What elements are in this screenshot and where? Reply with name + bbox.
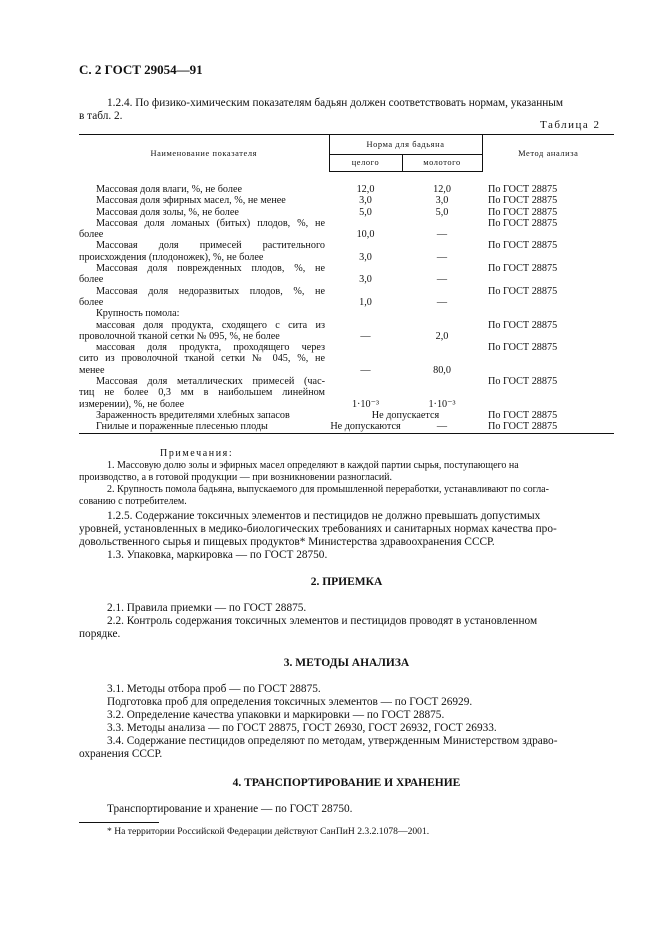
table-row: [79, 218, 614, 241]
indicator-name-line: Массовая доля влаги, %, не более: [96, 184, 242, 195]
paragraph-1-2-4-line-1: 1.2.4. По физико-химическим показателям бадьян должен соответствовать нормам, указанным: [107, 97, 564, 109]
cell-norm-ground: —: [436, 229, 448, 241]
table-row: [79, 342, 614, 376]
paragraph-1-2-4-line-2: в табл. 2.: [79, 110, 123, 122]
paragraph-3-1-b: Подготовка проб для определения токсичных элементов — по ГОСТ 26929.: [107, 696, 473, 708]
note-1-line-1: 1. Массовую долю золы и эфирных масел определяют в каждой партии сырья, поступающего на: [107, 460, 519, 471]
cell-norm-whole: 1·10⁻³: [351, 398, 380, 410]
cell-norm-whole: [329, 308, 402, 319]
table-row: [79, 410, 614, 421]
cell-norm-whole: 10,0: [356, 229, 375, 241]
table-body: [79, 172, 614, 434]
cell-norm-ground: 5,0: [435, 206, 449, 218]
cell-norm-whole: —: [360, 330, 371, 342]
table-row: [79, 240, 614, 263]
cell-norm-ground: —: [436, 251, 448, 263]
table-row: [79, 320, 614, 343]
indicator-name-line: Массовая доля ломаных (битых) плодов, %, не: [96, 217, 325, 229]
note-1-line-2: производство, а в готовой продукции — при возникновении разногласий.: [79, 472, 393, 483]
section-2-title: 2. ПРИЕМКА: [310, 576, 383, 588]
cell-indicator-name: [79, 286, 329, 309]
table-row: [79, 376, 614, 410]
cell-norm-ground: —: [436, 274, 448, 286]
cell-norm-whole: 12,0: [356, 184, 375, 195]
indicator-name-line: массовая доля продукта, сходящего с сита из: [96, 319, 325, 331]
notes-title: Примечания:: [160, 448, 234, 459]
section-4-title: 4. ТРАНСПОРТИРОВАНИЕ И ХРАНЕНИЕ: [232, 777, 461, 789]
paragraph-3-3: 3.3. Методы анализа — по ГОСТ 28875, ГОСТ 26930, ГОСТ 26932, ГОСТ 26933.: [107, 722, 497, 734]
note-2-line-2: сованию с потребителем.: [79, 496, 187, 507]
cell-indicator-name: [79, 342, 329, 376]
table-row: [79, 308, 614, 319]
note-2-line-1: 2. Крупность помола бадьяна, выпускаемого для промышленной переработки, устанавливают по согла-: [107, 484, 549, 495]
cell-norm-ground: —: [436, 296, 448, 308]
cell-indicator-name: [79, 263, 329, 286]
table-row: [79, 263, 614, 286]
cell-norm-ground: —: [402, 421, 482, 433]
properties-table: [79, 134, 614, 434]
cell-norm-ground: 80,0: [433, 364, 451, 376]
paragraph-3-1: 3.1. Методы отбора проб — по ГОСТ 28875.: [107, 683, 321, 695]
cell-indicator-name: [79, 320, 329, 343]
paragraph-1-2-5-line-2: уровней, установленных в медико-биологических требованиях и санитарных нормах качества про-: [79, 523, 557, 535]
indicator-name-line: Массовая доля эфирных масел, %, не менее: [96, 195, 286, 207]
cell-indicator-name: [79, 207, 329, 218]
cell-indicator-name: [79, 218, 329, 241]
cell-method: По ГОСТ 28875: [488, 217, 558, 229]
indicator-name-line: менее: [79, 364, 105, 376]
indicator-name-line: сито из проволочной тканой сетки № 045, %, не: [79, 353, 325, 365]
cell-norm-ground: [402, 308, 482, 319]
indicator-name-line: измерении), %, не более: [79, 398, 185, 410]
table-row: [79, 286, 614, 309]
cell-indicator-name: [79, 195, 329, 206]
cell-norm-ground: 1·10⁻³: [428, 398, 456, 410]
paragraph-3-2: 3.2. Определение качества упаковки и маркировки — по ГОСТ 28875.: [107, 709, 445, 721]
indicator-name-line: Массовая доля поврежденных плодов, %, не: [96, 263, 325, 275]
cell-norm-whole: 3,0: [359, 251, 372, 263]
cell-norm-ground: 12,0: [433, 184, 451, 195]
paragraph-1-2-5-line-1: 1.2.5. Содержание токсичных элементов и пестицидов не должно превышать допустимых: [107, 510, 541, 522]
cell-method: [482, 308, 614, 319]
table-row: [79, 184, 614, 195]
section-3-title: 3. МЕТОДЫ АНАЛИЗА: [283, 657, 410, 669]
cell-method: По ГОСТ 28875: [488, 409, 558, 421]
column-header-ground: молотого: [402, 155, 482, 172]
indicator-name-line: Массовая доля золы, %, не более: [96, 206, 239, 218]
indicator-name-line: тиц не более 0,3 мм в наибольшем линейном: [79, 387, 325, 399]
indicator-name-line: массовая доля продукта, проходящего через: [96, 342, 325, 354]
cell-method: По ГОСТ 28875: [488, 285, 558, 297]
table-label: Таблица 2: [540, 119, 601, 131]
indicator-name-line: Крупность помола:: [96, 308, 180, 320]
cell-norm-whole: 3,0: [359, 195, 372, 207]
cell-norm-ground: 3,0: [435, 195, 449, 207]
cell-indicator-name: [79, 376, 329, 410]
cell-method: По ГОСТ 28875: [488, 184, 558, 195]
indicator-name-line: проволочной тканой сетки № 095, %, не более: [79, 330, 280, 342]
cell-method: По ГОСТ 28875: [488, 263, 558, 275]
paragraph-2-2-line-1: 2.2. Контроль содержания токсичных элементов и пестицидов проводят в установленном: [107, 615, 538, 627]
indicator-name-line: Массовая доля металлических примесей (час-: [96, 376, 325, 388]
cell-norm-whole: Не допускаются: [330, 421, 401, 433]
cell-method: По ГОСТ 28875: [482, 421, 614, 433]
paragraph-2-2-line-2: порядке.: [79, 628, 121, 640]
indicator-name-line: более: [79, 229, 104, 241]
indicator-name-line: более: [79, 274, 104, 286]
cell-norm-span: Не допускается: [371, 409, 440, 421]
indicator-name-line: более: [79, 296, 104, 308]
cell-indicator-name: [79, 308, 329, 319]
paragraph-2-1: 2.1. Правила приемки — по ГОСТ 28875.: [107, 602, 307, 614]
indicator-name-line: Гнилые и пораженные плесенью плоды: [96, 421, 268, 433]
cell-method: По ГОСТ 28875: [488, 319, 558, 331]
cell-indicator-name: [79, 240, 329, 263]
paragraph-3-4-line-1: 3.4. Содержание пестицидов определяют по методам, утвержденным Министерством здраво-: [107, 735, 558, 747]
column-header-whole: целого: [329, 155, 402, 172]
table-row: [79, 421, 614, 433]
cell-norm-whole: 3,0: [359, 274, 372, 286]
column-header-name: Наименование показателя: [79, 135, 329, 172]
footnote: * На территории Российской Федерации действуют СанПиН 2.3.2.1078—2001.: [107, 826, 430, 837]
page-header: С. 2 ГОСТ 29054—91: [79, 62, 203, 77]
cell-method: По ГОСТ 28875: [488, 206, 558, 218]
cell-method: По ГОСТ 28875: [488, 342, 558, 354]
column-header-method: Метод анализа: [482, 135, 614, 172]
indicator-name-line: Зараженность вредителями хлебных запасов: [96, 409, 290, 421]
cell-method: По ГОСТ 28875: [488, 240, 558, 252]
indicator-name-line: происхождения (плодоножек), %, не более: [79, 251, 264, 263]
paragraph-3-4-line-2: охранения СССР.: [79, 748, 163, 760]
cell-method: По ГОСТ 28875: [488, 376, 558, 388]
cell-norm-whole: 1,0: [359, 296, 372, 308]
cell-indicator-name: [79, 184, 329, 195]
cell-indicator-name: [79, 410, 329, 421]
indicator-name-line: Массовая доля примесей растительного: [96, 240, 325, 252]
cell-norm-ground: 2,0: [435, 330, 449, 342]
cell-norm-whole: —: [360, 364, 371, 376]
footnote-separator: [79, 822, 159, 823]
cell-indicator-name: [79, 421, 329, 433]
column-header-norm: Норма для бадьяна: [329, 135, 482, 155]
cell-method: По ГОСТ 28875: [488, 195, 558, 207]
cell-norm-whole: 5,0: [359, 206, 372, 218]
table-row: [79, 195, 614, 206]
table-row: [79, 207, 614, 218]
paragraph-1-2-5-line-3: довольственного сырья и пищевых продуктов* Министерства здравоохранения СССР.: [79, 536, 495, 548]
indicator-name-line: Массовая доля недоразвитых плодов, %, не: [96, 285, 325, 297]
paragraph-1-3: 1.3. Упаковка, маркировка — по ГОСТ 28750.: [107, 549, 328, 561]
paragraph-4: Транспортирование и хранение — по ГОСТ 28750.: [107, 803, 353, 815]
